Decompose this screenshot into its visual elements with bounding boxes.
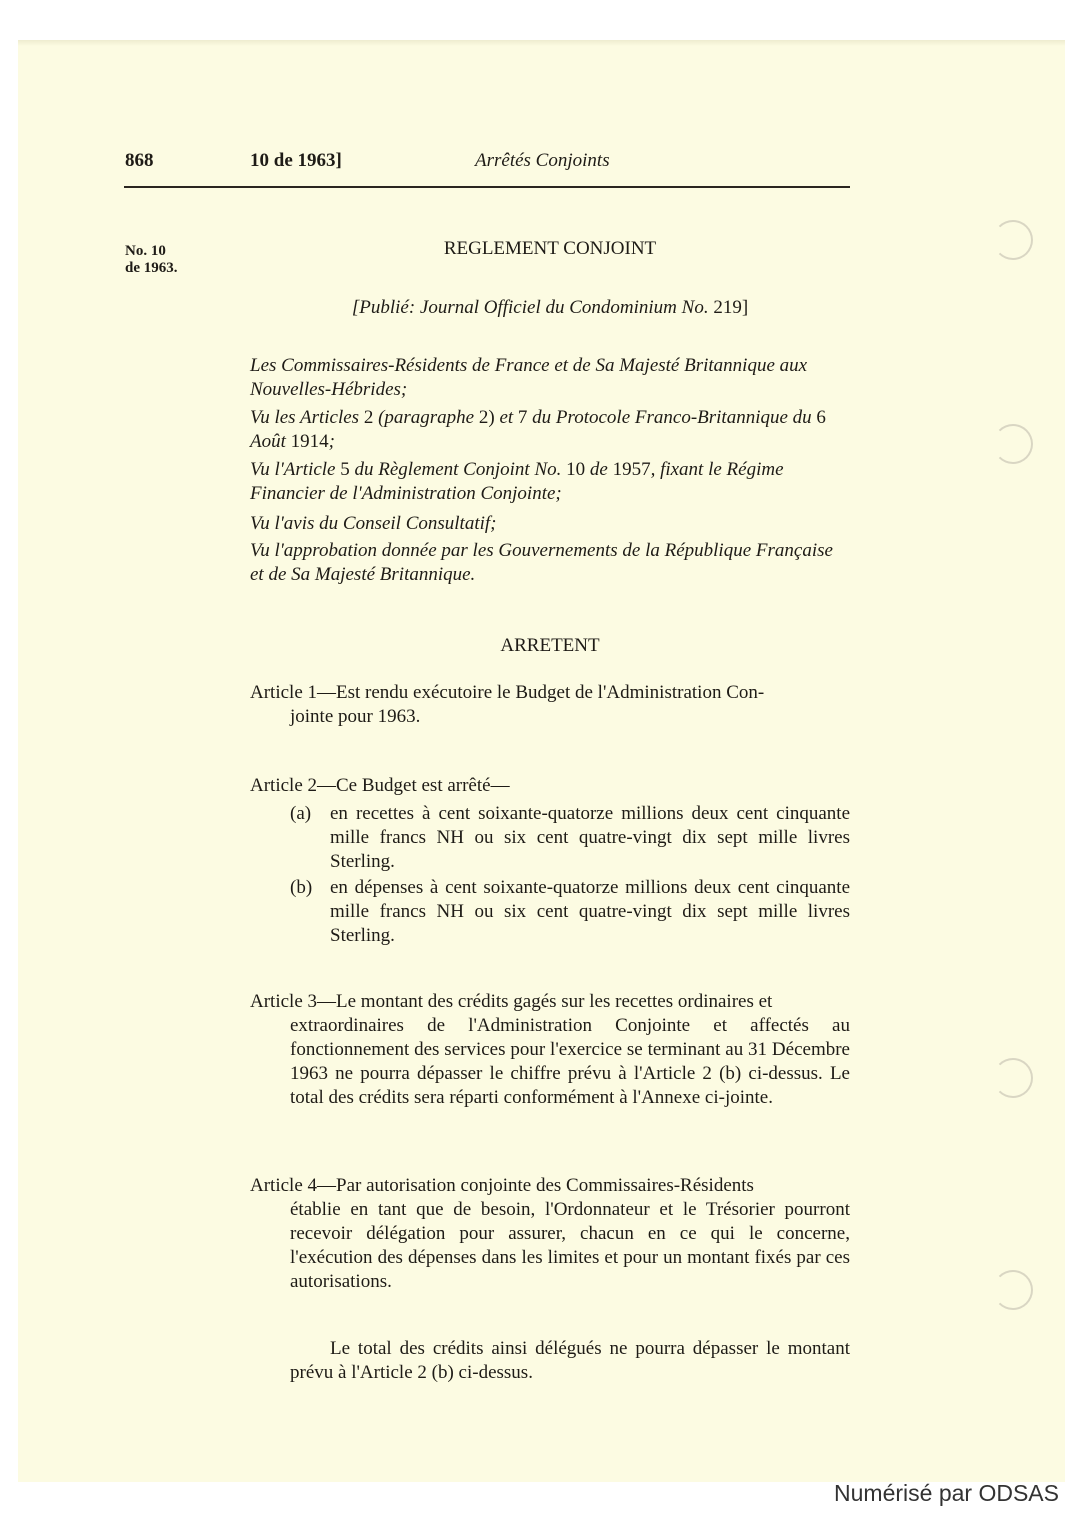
recital-3-part: Vu l'Article <box>250 459 341 480</box>
recital-2-part: et <box>494 407 518 428</box>
header-number: 10 de 1963] <box>250 150 342 171</box>
page-number: 868 <box>125 150 154 171</box>
article-4-continuation: établie en tant que de besoin, l'Ordonnateur et le Trésorier pourront recevoir délégation pour assurer, chacun en ce qui le concerne, l'exécution des dépenses dans les limites et pour un montant fixés par ces autorisations. <box>290 1199 850 1292</box>
binder-hole <box>993 220 1033 260</box>
recital-2-part: du Protocole Franco-Britannique du <box>527 407 817 428</box>
margin-note <box>125 243 178 277</box>
binder-hole <box>993 1270 1033 1310</box>
article-4-first-line: Article 4—Par autorisation conjointe des Commissaires-Résidents <box>250 1175 754 1196</box>
article-2-heading: Article 2—Ce Budget est arrêté— <box>250 775 510 796</box>
article-3-first-line: Article 3—Le montant des crédits gagés sur les recettes ordinaires et <box>250 991 773 1012</box>
recital-2-part: ; <box>328 431 335 452</box>
header-title: Arrêtés Conjoints <box>475 150 610 171</box>
item-letter: (b) <box>290 877 313 898</box>
item-text: en recettes à cent soixante-quatorze millions deux cent cinquante mille francs NH ou six cent quatre-vingt dix sept mille livres Sterling. <box>330 803 850 872</box>
article-1 <box>250 681 850 729</box>
recital-2-part: 7 <box>517 407 528 428</box>
publication-note <box>250 297 850 319</box>
article-3 <box>250 990 850 1110</box>
recital-2-part: (paragraphe <box>373 407 479 428</box>
recital-2-part: Août <box>250 431 291 452</box>
publication-prefix: [Publié: Journal Officiel du Condominium No. <box>351 297 714 318</box>
publication-number: 219] <box>713 297 749 318</box>
recital-3-part: 1957 <box>612 459 651 480</box>
binder-hole <box>993 424 1033 464</box>
item-text: en dépenses à cent soixante-quatorze millions deux cent cinquante mille francs NH ou six cent quatre-vingt dix sept mille livres Sterling. <box>330 877 850 946</box>
recital-3-part: de <box>585 459 613 480</box>
recital-3-part: , fixant le Régime Financier de l'Administration Conjointe; <box>250 459 784 504</box>
margin-note-line2: de 1963. <box>125 260 178 276</box>
binder-hole <box>993 1058 1033 1098</box>
recital-3-part: 10 <box>566 459 586 480</box>
recital-2-part: 1914 <box>290 431 329 452</box>
recital-2-part: 2 <box>363 407 374 428</box>
article-3-continuation: extraordinaires de l'Administration Conjointe et affectés au fonctionnement des services pour l'exercice se terminant au 31 Décembre 1963 ne pourra dépasser le chiffre prévu à l'Article 2 (b) ci-dessus. Le total des crédits sera réparti conformément à l'Annexe ci-jointe. <box>290 1015 850 1108</box>
recital-2-part: Vu les Articles <box>250 407 364 428</box>
recital-2-part: 6 <box>816 407 826 428</box>
article-1-first-line: Article 1—Est rendu exécutoire le Budget de l'Administration Con- <box>250 682 765 703</box>
recital-3-part: du Règlement Conjoint No. <box>349 459 567 480</box>
header-rule <box>124 186 850 188</box>
decree-heading: ARRETENT <box>500 635 600 656</box>
article-2-item-a <box>290 802 850 874</box>
article-4 <box>250 1174 850 1294</box>
recital-2-part: 2) <box>478 407 495 428</box>
final-paragraph: Le total des crédits ainsi délégués ne pourra dépasser le montant prévu à l'Article 2 (b) ci-dessus. <box>290 1338 850 1383</box>
recital-4: Vu l'avis du Conseil Consultatif; <box>250 513 497 534</box>
digitization-watermark: Numérisé par ODSAS <box>834 1480 1059 1506</box>
page-top-edge <box>18 40 1065 46</box>
recital-5: Vu l'approbation donnée par les Gouvernements de la République Française et de Sa Majesté Britannique. <box>250 540 833 585</box>
article-2-item-b <box>290 876 850 948</box>
recital-1: Les Commissaires-Résidents de France et de Sa Majesté Britannique aux Nouvelles-Hébrides; <box>250 355 808 400</box>
document-title: REGLEMENT CONJOINT <box>443 238 657 259</box>
recital-3-part: 5 <box>340 459 350 480</box>
article-1-continuation: jointe pour 1963. <box>290 706 421 727</box>
margin-note-line1: No. 10 <box>125 243 166 259</box>
recital-2 <box>250 406 850 454</box>
recital-3 <box>250 458 850 506</box>
item-letter: (a) <box>290 803 312 824</box>
